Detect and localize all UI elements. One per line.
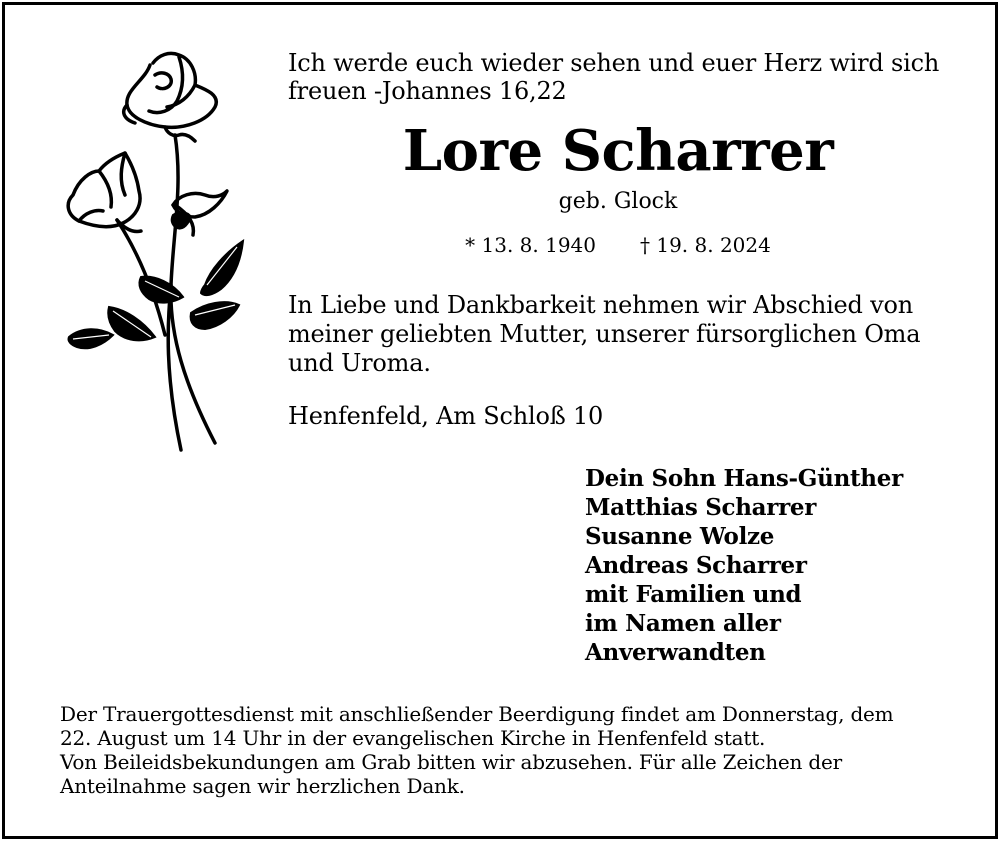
service-info [60, 702, 980, 798]
service-line: Anteilnahme sagen wir herzlichen Dank. [60, 774, 465, 798]
birth-date: * 13. 8. 1940 [465, 233, 596, 257]
farewell-line: meiner geliebten Mutter, unserer fürsorglichen Oma [288, 320, 921, 348]
service-line: 22. August um 14 Uhr in der evangelischen Kirche in Henfenfeld statt. [60, 726, 766, 750]
farewell-line: und Uroma. [288, 349, 431, 377]
service-line: Der Trauergottesdienst mit anschließender Beerdigung findet am Donnerstag, dem [60, 702, 894, 726]
mourner-line: Anverwandten [585, 639, 766, 666]
mourner-line: Andreas Scharrer [585, 552, 807, 579]
mourner-line: Dein Sohn Hans-Günther [585, 465, 903, 492]
farewell-line: In Liebe und Dankbarkeit nehmen wir Abschied von [288, 291, 914, 319]
bible-quote [288, 49, 978, 105]
life-dates [288, 232, 948, 258]
mourners-list [585, 464, 985, 667]
mourner-line: im Namen aller [585, 610, 781, 637]
maiden-name: geb. Glock [558, 189, 678, 214]
deceased-name: Lore Scharrer [402, 118, 834, 184]
mourner-line: Susanne Wolze [585, 523, 775, 550]
service-line: Von Beileidsbekundungen am Grab bitten wir abzusehen. Für alle Zeichen der [60, 750, 842, 774]
bible-quote-line: Ich werde euch wieder sehen und euer Herz wird sich [288, 49, 940, 77]
death-date: † 19. 8. 2024 [640, 233, 771, 257]
obituary-notice [2, 2, 998, 839]
address: Henfenfeld, Am Schloß 10 [288, 402, 604, 430]
mourner-line: mit Familien und [585, 581, 802, 608]
mourner-line: Matthias Scharrer [585, 494, 817, 521]
bible-quote-line: freuen -Johannes 16,22 [288, 77, 567, 105]
rose-illustration [55, 45, 255, 455]
farewell-text [288, 291, 978, 378]
